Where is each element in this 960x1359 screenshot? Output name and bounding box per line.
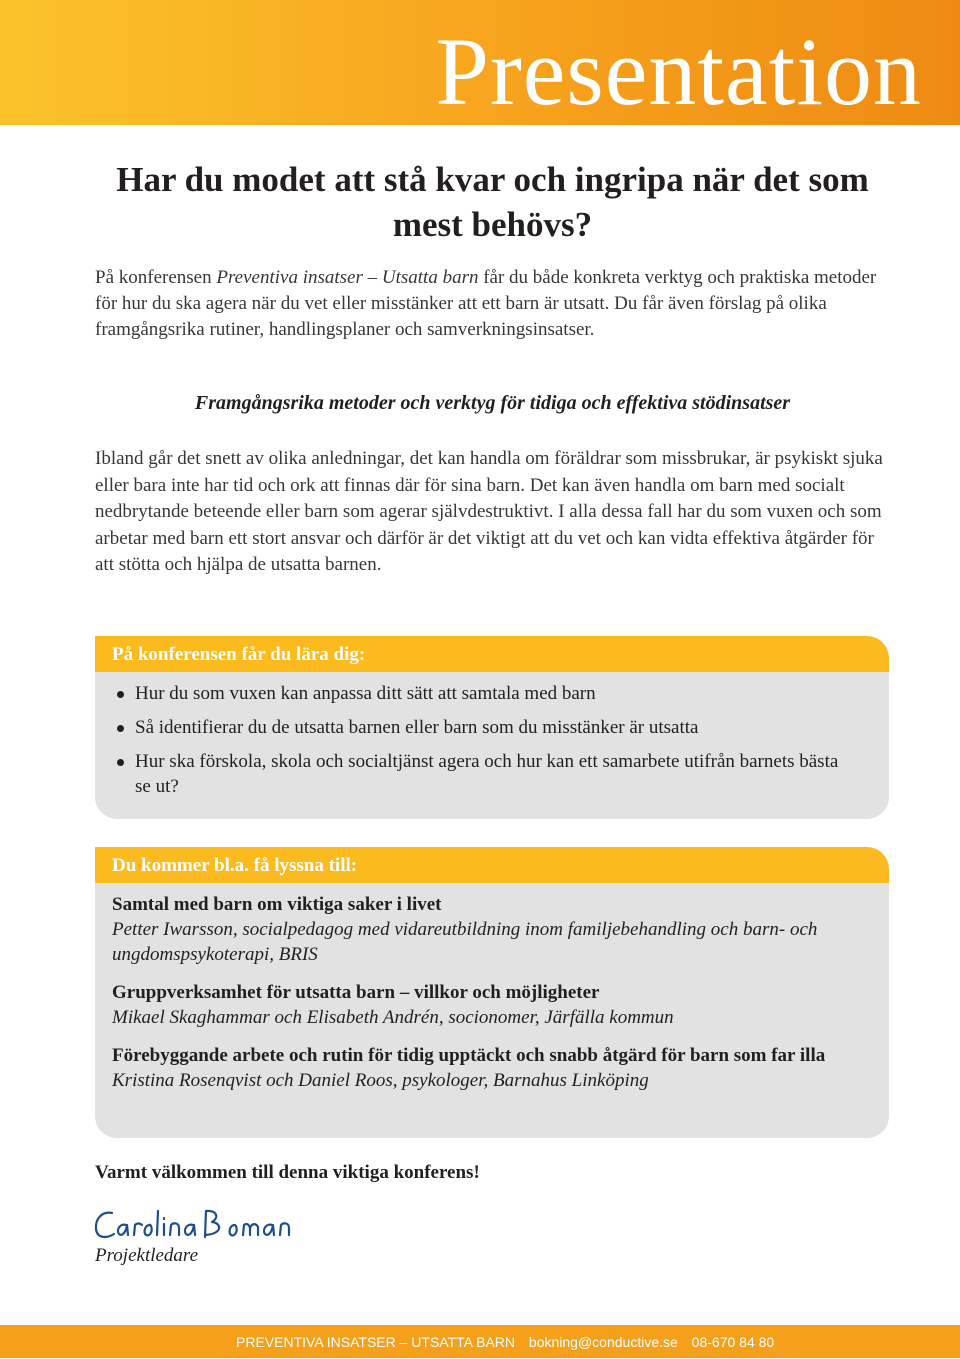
session-title: Samtal med barn om viktiga saker i livet xyxy=(112,894,442,915)
session-speakers: Kristina Rosenqvist och Daniel Roos, psykologer, Barnahus Linköping xyxy=(112,1070,649,1091)
intro-paragraph xyxy=(95,265,885,343)
session-speakers: Mikael Skaghammar och Elisabeth Andrén, socionomer, Järfälla kommun xyxy=(112,1007,674,1028)
footer-bar xyxy=(0,1325,960,1358)
subheading: Framgångsrika metoder och verktyg för tidiga och effektiva stödinsatser xyxy=(194,392,791,414)
intro-prefix: På konferensen xyxy=(95,267,217,288)
headline: Har du modet att stå kvar och ingripa när det som mest behövs? xyxy=(116,160,869,244)
footer-phone: 08-670 84 80 xyxy=(691,1334,775,1350)
learn-list xyxy=(95,681,855,808)
learn-item-text: Så identifierar du de utsatta barnen eller barn som du misstänker är utsatta xyxy=(135,717,699,738)
bullet-icon xyxy=(117,725,124,732)
learn-list-item xyxy=(95,749,855,799)
footer-event: PREVENTIVA INSATSER – UTSATTA BARN xyxy=(236,1334,516,1350)
session-speakers: Petter Iwarsson, socialpedagog med vidareutbildning inom familjebehandling och barn- och ungdomspsykoterapi, BRIS xyxy=(112,919,818,965)
bullet-icon xyxy=(117,691,124,698)
bullet-icon xyxy=(117,759,124,766)
speaker-list xyxy=(112,892,872,1106)
session-item xyxy=(112,892,872,967)
session-title: Gruppverksamhet för utsatta barn – villkor och möjligheter xyxy=(112,982,600,1003)
learn-box xyxy=(95,636,889,819)
learn-box-header: På konferensen får du lära dig: xyxy=(95,636,889,672)
session-item xyxy=(112,980,872,1030)
speakers-box-header: Du kommer bl.a. få lyssna till: xyxy=(95,847,889,883)
speakers-box xyxy=(95,847,889,1138)
footer-email[interactable]: bokning@conductive.se xyxy=(528,1334,678,1350)
signature-image xyxy=(92,1205,292,1245)
signature-role: Projektledare xyxy=(95,1245,199,1266)
session-item xyxy=(112,1043,872,1093)
learn-list-item xyxy=(95,681,855,706)
header-banner xyxy=(0,0,960,125)
intro-event-name: Preventiva insatser – Utsatta barn xyxy=(216,267,479,288)
footer-content xyxy=(236,1325,784,1359)
body-paragraph: Ibland går det snett av olika anledningar, det kan handla om föräldrar som missbrukar, är psykiskt sjuka eller bara inte har tid och ork att finnas där för sina barn. Det kan även handla om barn med socialt nedbrytande beteende eller barn som agerar självdestruktivt. I alla dessa fall har du som vuxen och som arbetar med barn ett stort ansvar och därför är det viktigt att du vet och kan vidta effektiva åtgärder för att stötta och hjälpa de utsatta barnen. xyxy=(95,448,883,575)
intro-suffix: får du både konkreta verktyg och praktiska metoder för hur du ska agera när du vet eller misstänker att ett barn är utsatt. Du får även förslag på olika framgångsrika rutiner, handlingsplaner och samverkningsinsatser. xyxy=(95,267,877,340)
learn-item-text: Hur ska förskola, skola och socialtjänst agera och hur kan ett samarbete utifrån barnets bästa se ut? xyxy=(135,751,839,797)
session-title: Förebyggande arbete och rutin för tidig upptäckt och snabb åtgärd för barn som far illa xyxy=(112,1045,826,1066)
learn-list-item xyxy=(95,715,855,740)
welcome-text: Varmt välkommen till denna viktiga konferens! xyxy=(95,1162,480,1183)
header-title: Presentation xyxy=(435,18,922,125)
learn-item-text: Hur du som vuxen kan anpassa ditt sätt att samtala med barn xyxy=(135,683,596,704)
